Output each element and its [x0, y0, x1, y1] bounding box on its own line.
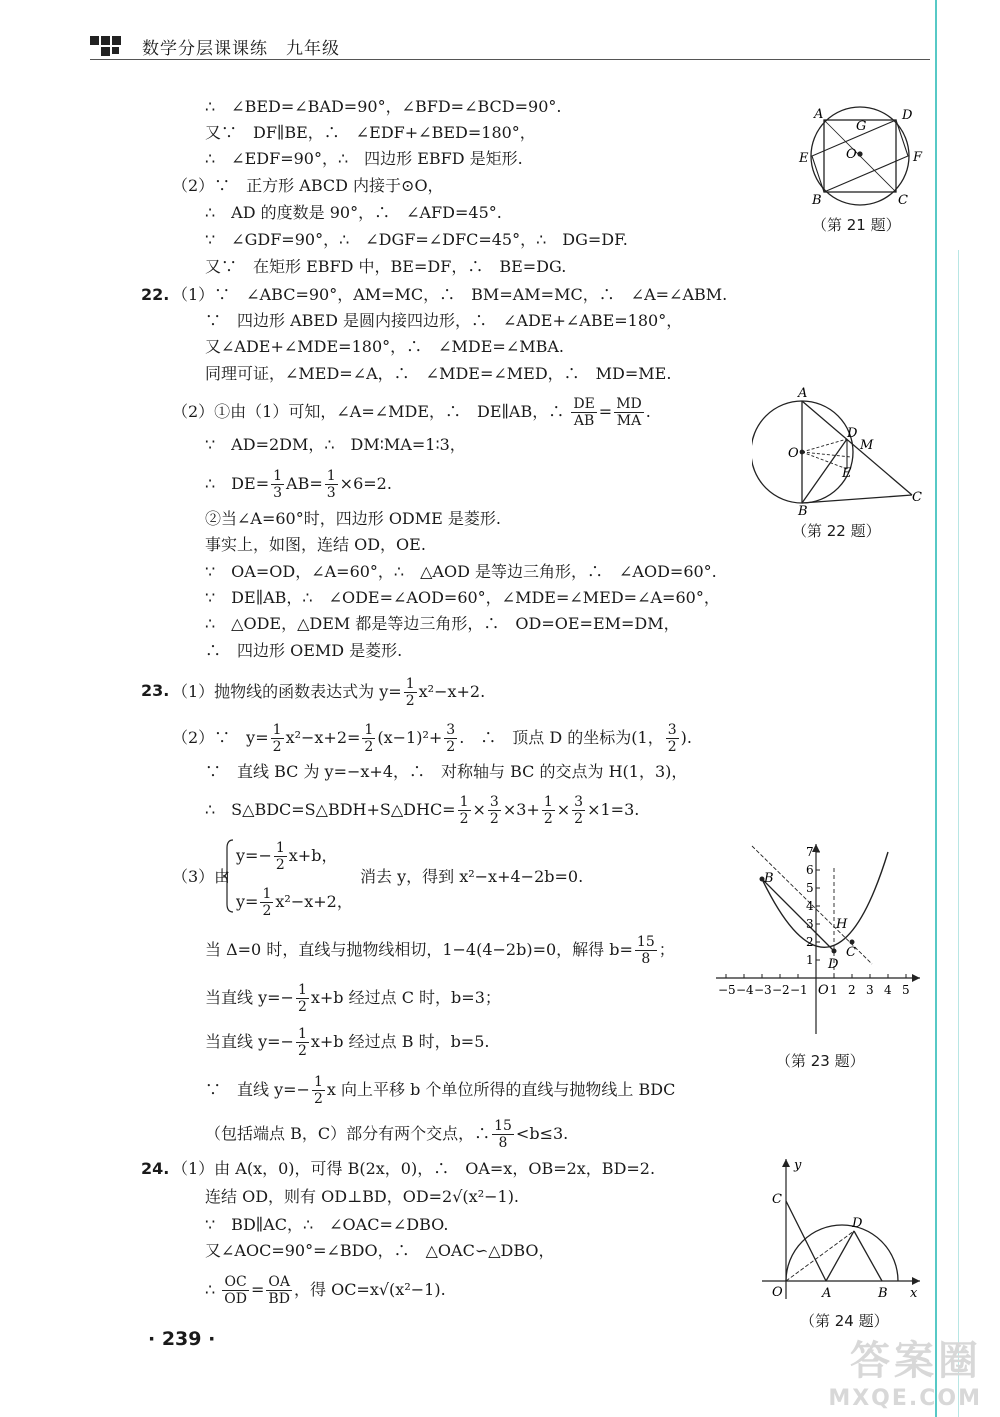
margin-line [935, 0, 937, 1417]
svg-text:3: 3 [806, 917, 814, 931]
text-line: 当直线 y=− $\frac{1}{2}$ x+b 经过点 C 时，b=3； [205, 982, 501, 1015]
text-line: ∵ DE∥AB，∴ ∠ODE=∠AOD=60°，∠MDE=∠MED=∠A=60°， [205, 588, 720, 607]
text-line: 当 Δ=0 时，直线与抛物线相切，1−4(4−2b)=0，解得 b= $\frac{15}{8}$ ； [205, 934, 675, 967]
margin-line-faint [958, 250, 959, 1417]
svg-text:4: 4 [884, 983, 892, 997]
svg-text:−4: −4 [736, 983, 754, 997]
text-line: ∵ 直线 y=− $\frac{1}{2}$ x 向上平移 b 个单位所得的直线与抛物线上 BDC [205, 1074, 676, 1107]
text-line: ∴ 四边形 OEMD 是菱形. [205, 641, 403, 660]
caption: （第 23 题） [776, 1052, 865, 1070]
svg-text:4: 4 [806, 899, 814, 913]
svg-text:A: A [822, 1286, 832, 1301]
caption: （第 21 题） [812, 216, 901, 234]
text-line: （1）∵ ∠ABC=90°，AM=MC，∴ BM=AM=MC，∴ ∠A=∠ABM. [172, 285, 728, 304]
svg-text:C: C [912, 490, 922, 505]
text-line: ∴ DE= $\frac{1}{3}$ AB= $\frac{1}{3}$ ×6=2. [205, 468, 392, 501]
svg-text:C: C [772, 1192, 782, 1207]
text-line: （2）①由（1）可知，∠A=∠MDE，∴ DE∥AB，∴ $\frac{DE}{AB}$ = $\frac{MD}{MA}$ . [172, 396, 651, 429]
question-number: 24. [141, 1159, 170, 1178]
svg-text:x: x [910, 1286, 918, 1301]
fig21-label: F [913, 150, 923, 165]
svg-text:B: B [878, 1286, 888, 1301]
fig21-label: D [902, 108, 913, 123]
svg-text:H: H [836, 917, 848, 932]
text-line: ∵ AD=2DM，∴ DM∶MA=1∶3， [205, 435, 466, 454]
svg-text:−3: −3 [754, 983, 772, 997]
svg-text:C: C [846, 945, 856, 960]
text-line: （2）∵ y= $\frac{1}{2}$ x²−x+2= $\frac{1}{2}$ (x−1)²+ $\frac{3}{2}$ . ∴ 顶点 D 的坐标为(1， $\frac{3}{2}$ ). [172, 722, 692, 755]
svg-text:5: 5 [806, 881, 814, 895]
text-line: y=− $\frac{1}{2}$ x+b， [236, 840, 338, 873]
text-line: ②当∠A=60°时，四边形 ODME 是菱形. [205, 509, 501, 528]
svg-text:1: 1 [830, 983, 838, 997]
text-line: ∵ ∠GDF=90°，∴ ∠DGF=∠DFC=45°，∴ DG=DF. [205, 230, 628, 249]
text-line: 消去 y，得到 x²−x+4−2b=0. [360, 867, 584, 886]
caption: （第 22 题） [792, 522, 881, 540]
svg-text:O: O [818, 983, 829, 998]
svg-text:D: D [847, 426, 858, 441]
text-line: 又∵ DF∥BE，∴ ∠EDF+∠BED=180°， [205, 123, 536, 142]
figure-24 [758, 1155, 928, 1303]
text-line: ∵ OA=OD，∠A=60°，∴ △AOD 是等边三角形，∴ ∠AOD=60°. [205, 562, 717, 581]
text-line: 又∠ADE+∠MDE=180°，∴ ∠MDE=∠MBA. [205, 337, 565, 356]
svg-text:2: 2 [806, 935, 814, 949]
svg-text:1: 1 [806, 953, 814, 967]
svg-text:O: O [788, 446, 799, 461]
text-line: 同理可证，∠MED=∠A，∴ ∠MDE=∠MED，∴ MD=ME. [205, 364, 672, 383]
svg-text:A: A [798, 386, 808, 401]
text-line: 连结 OD，则有 OD⊥BD，OD=2√(x²−1). [205, 1187, 520, 1206]
caption: （第 24 题） [800, 1312, 889, 1330]
svg-text:3: 3 [866, 983, 874, 997]
fig21-label: B [812, 193, 822, 208]
fig21-label: G [856, 119, 867, 134]
text-line: 事实上，如图，连结 OD，OE. [205, 535, 426, 554]
svg-text:−1: −1 [790, 983, 808, 997]
fig21-label: O [846, 147, 857, 162]
svg-text:2: 2 [848, 983, 856, 997]
question-number: 22. [141, 285, 170, 304]
text-line: 当直线 y=− $\frac{1}{2}$ x+b 经过点 B 时，b=5. [205, 1026, 490, 1059]
question-number: 23. [141, 681, 170, 700]
page-number: · 239 · [148, 1328, 216, 1350]
svg-text:−2: −2 [772, 983, 790, 997]
brace-icon [223, 838, 235, 914]
svg-text:O: O [772, 1285, 783, 1300]
fig23-ticks [718, 845, 910, 997]
text-line: ∴ $\frac{OC}{OD}$ = $\frac{OA}{BD}$ ，得 OC=x√(x²−1). [205, 1274, 446, 1307]
svg-text:5: 5 [902, 983, 910, 997]
text-line: ∵ 四边形 ABED 是圆内接四边形，∴ ∠ADE+∠ABE=180°， [205, 311, 683, 330]
svg-text:E: E [842, 466, 852, 481]
svg-text:y: y [794, 1158, 802, 1173]
svg-text:7: 7 [806, 845, 814, 859]
text-line: （3）由 [172, 867, 231, 886]
text-line: 又∠AOC=90°=∠BDO，∴ △OAC∽△DBO， [205, 1241, 555, 1260]
text-line: （2）∵ 正方形 ABCD 内接于⊙O， [172, 176, 444, 195]
fig21-label: A [814, 107, 824, 122]
svg-text:−5: −5 [718, 983, 736, 997]
text-line: （包括端点 B，C）部分有两个交点，∴ $\frac{15}{8}$ <b≤3. [205, 1118, 569, 1151]
figure-23 [712, 838, 927, 1038]
text-line: ∵ BD∥AC，∴ ∠OAC=∠DBO. [205, 1215, 449, 1234]
text-line: （1）抛物线的函数表达式为 y= $\frac{1}{2}$ x²−x+2. [172, 676, 486, 709]
svg-text:M: M [860, 438, 874, 453]
text-line: ∴ △ODE，△DEM 都是等边三角形，∴ OD=OE=EM=DM， [205, 614, 680, 633]
header-title: 数学分层课课练 九年级 [142, 39, 340, 59]
text-line: 又∵ 在矩形 EBFD 中，BE=DF，∴ BE=DG. [205, 257, 567, 276]
figure-22 [752, 385, 930, 517]
svg-text:D: D [828, 957, 839, 972]
svg-text:6: 6 [806, 863, 814, 877]
text-line: ∴ ∠EDF=90°，∴ 四边形 EBFD 是矩形. [205, 149, 523, 168]
text-line: ∴ S△BDC=S△BDH+S△DHC= $\frac{1}{2}$ × $\frac{3}{2}$ ×3+ $\frac{1}{2}$ × $\frac{3}{2}$ ×1=3. [205, 794, 640, 827]
fig21-label: C [898, 193, 908, 208]
svg-text:B: B [764, 871, 774, 886]
svg-text:B: B [798, 504, 808, 517]
header-rule [90, 59, 930, 60]
text-line: ∵ 直线 BC 为 y=−x+4，∴ 对称轴与 BC 的交点为 H(1，3)， [205, 762, 688, 781]
svg-text:D: D [852, 1216, 863, 1231]
fig21-label: E [799, 151, 809, 166]
page-header [90, 30, 930, 60]
text-line: y= $\frac{1}{2}$ x²−x+2， [236, 886, 353, 919]
text-line: （1）由 A(x，0)，可得 B(2x，0)，∴ OA=x，OB=2x，BD=2. [172, 1159, 656, 1178]
watermark: 答案圈 MXQE.COM [828, 1338, 982, 1411]
figure-21 [790, 102, 930, 210]
book-logo-icon [90, 34, 134, 56]
text-line: ∴ ∠BED=∠BAD=90°，∠BFD=∠BCD=90°. [205, 97, 562, 116]
text-line: ∴ AD 的度数是 90°，∴ ∠AFD=45°. [205, 203, 502, 222]
